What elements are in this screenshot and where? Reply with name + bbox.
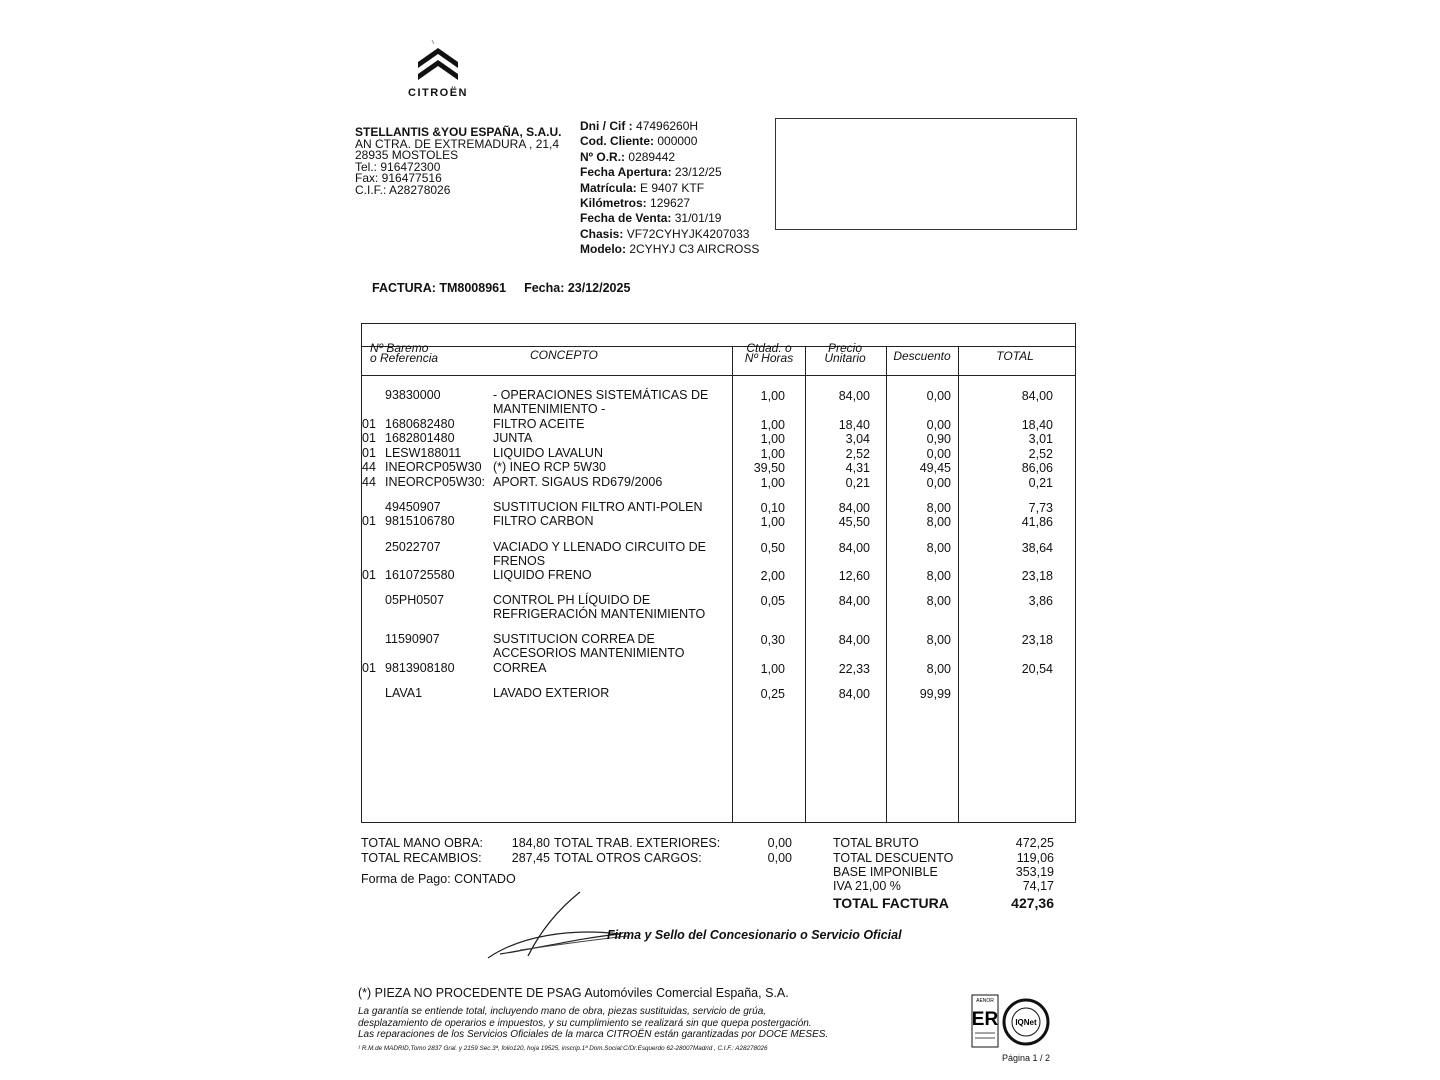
footer-registry: ¹ R.M.de MADRID,Tomo 2837 Gral. y 2159 Sec.3ª, folio120, hoja 19525, inscrip.1ª Dom.Social:C/Dr.Esquerdo 62-28007Madrid , C.I.F.: A28278026 [358,1045,768,1052]
row-price: 84,00 [838,541,870,555]
value-iva: 74,17 [1022,879,1054,893]
row-reference: 9815106780 [385,514,455,528]
vehicle-label: Modelo: [580,242,626,257]
row-qty: 1,00 [760,432,785,446]
row-total: 3,86 [1028,594,1053,608]
row-qty: 0,10 [760,501,785,515]
row-prefix: 44 [362,460,376,474]
vehicle-line [580,150,759,165]
row-discount: 8,00 [926,662,951,676]
row-discount: 8,00 [926,594,951,608]
row-concept: SUSTITUCION FILTRO ANTI-POLEN [493,500,703,514]
company-info [355,127,561,196]
row-reference: 1682801480 [385,431,455,445]
label-bruto: TOTAL BRUTO [833,836,919,850]
row-concept: CORREA [493,661,547,675]
row-price: 0,21 [845,476,870,490]
invoice-header [372,281,630,295]
row-price: 84,00 [838,389,870,403]
value-otros: 0,00 [767,851,792,865]
header-price: Precio Unitario [824,341,866,365]
footer-guarantee: La garantía se entiende total, incluyendo mano de obra, piezas sustituidas, servicio de grúa, desplazamiento de operarios e impuestos, y su cumplimiento se realizará sin que quepa postergación. Las reparaciones de los Servicios Oficiales de la marca CITROËN están garantizadas por DOCE MESES. [358,1006,829,1041]
row-reference: 25022707 [385,540,441,554]
row-qty: 39,50 [753,461,785,475]
row-concept-line2: REFRIGERACIÓN MANTENIMIENTO [493,607,706,621]
row-discount: 0,00 [926,447,951,461]
row-prefix: 01 [362,431,376,445]
row-qty: 1,00 [760,476,785,490]
row-qty: 1,00 [760,389,785,403]
row-qty: 1,00 [760,515,785,529]
row-reference: 1610725580 [385,568,455,582]
row-total: 84,00 [1021,389,1053,403]
vehicle-line [580,196,759,211]
header-discount: Descuento [893,349,951,363]
label-otros: TOTAL OTROS CARGOS: [554,851,702,865]
row-price: 84,00 [838,633,870,647]
row-prefix: 01 [362,661,376,675]
row-qty: 0,50 [760,541,785,555]
label-trab-ext: TOTAL TRAB. EXTERIORES: [554,836,721,850]
row-discount: 49,45 [919,461,951,475]
row-reference: INEORCP05W30: [385,475,486,489]
row-qty: 1,00 [760,662,785,676]
row-total: 23,18 [1021,569,1053,583]
header-total: TOTAL [996,349,1034,363]
vehicle-label: Chasis: [580,226,624,241]
label-base: BASE IMPONIBLE [833,865,938,879]
row-concept: SUSTITUCION CORREA DE [493,632,655,646]
row-discount: 0,00 [926,418,951,432]
row-total: 3,01 [1028,432,1053,446]
label-mano-obra: TOTAL MANO OBRA: [361,836,484,850]
vehicle-line [580,119,759,134]
row-concept: LAVADO EXTERIOR [493,686,610,700]
invoice-date: Fecha: 23/12/2025 [524,281,631,295]
row-reference: LESW188011 [385,446,462,460]
row-total: 41,86 [1021,515,1053,529]
row-reference: 9813908180 [385,661,455,675]
row-price: 84,00 [838,501,870,515]
row-qty: 1,00 [760,418,785,432]
vehicle-line [580,211,759,226]
row-concept: APORT. SIGAUS RD679/2006 [493,475,663,489]
row-concept: JUNTA [493,431,533,445]
row-qty: 0,30 [760,633,785,647]
vehicle-value: 47496260H [636,119,699,133]
col-divider-discount [886,346,887,822]
vehicle-label: Matrícula: [580,180,637,195]
vehicle-value: 000000 [657,134,698,149]
row-concept: - OPERACIONES SISTEMÁTICAS DE [493,388,709,402]
row-price: 12,60 [838,569,870,583]
row-qty: 1,00 [760,447,785,461]
label-recambios: TOTAL RECAMBIOS: [361,851,482,865]
value-trab-ext: 0,00 [767,836,792,850]
row-total: 86,06 [1021,461,1053,475]
page-number: Página 1 / 2 [1002,1053,1051,1063]
row-concept: (*) INEO RCP 5W30 [493,460,606,474]
vehicle-label: Fecha Apertura: [580,165,672,180]
aenor-iqnet-icon [970,993,1060,1051]
vehicle-label: Nº O.R.: [580,149,626,164]
vehicle-line [580,242,759,257]
row-qty: 2,00 [760,569,785,583]
table-header-rule [361,375,1076,376]
row-reference: INEORCP05W30 [385,460,482,474]
row-price: 45,50 [838,515,870,529]
vehicle-value: 0289442 [628,149,676,164]
row-discount: 99,99 [919,687,951,701]
vehicle-label: Dni / Cif : [580,119,633,133]
vehicle-value: E 9407 KTF [640,180,705,195]
row-qty: 0,05 [760,594,785,608]
row-discount: 8,00 [926,633,951,647]
invoice-number: FACTURA: TM8008961 [372,281,507,295]
vehicle-info [580,119,759,258]
row-concept: CONTROL PH LÍQUIDO DE [493,593,651,607]
header-concept: CONCEPTO [530,348,598,362]
label-descuento: TOTAL DESCUENTO [833,851,954,865]
value-descuento: 119,06 [1016,851,1054,865]
table-top-rule [361,346,1076,347]
row-total: 2,52 [1028,447,1053,461]
row-price: 3,04 [845,432,870,446]
row-total: 7,73 [1028,501,1053,515]
header-qty: Ctdad. o Nº Horas [744,341,794,365]
company-address-1: AN CTRA. DE EXTREMADURA , 21,4 [355,136,560,151]
vehicle-line [580,134,759,149]
row-concept: VACIADO Y LLENADO CIRCUITO DE [493,540,707,554]
vehicle-label: Kilómetros: [580,196,647,211]
row-reference: 05PH0507 [385,593,445,607]
vehicle-value: 2CYHYJ C3 AIRCROSS [629,242,760,257]
row-price: 4,31 [845,461,870,475]
vehicle-label: Cod. Cliente: [580,134,654,149]
row-price: 18,40 [838,418,870,432]
row-discount: 0,90 [926,432,951,446]
company-fax: Fax: 916477516 [355,171,442,185]
row-concept: LIQUIDO FRENO [493,568,592,582]
row-prefix: 44 [362,475,376,489]
company-name: STELLANTIS &YOU ESPAÑA, S.A.U. [355,125,562,139]
value-recambios: 287,45 [511,851,550,865]
row-price: 84,00 [838,594,870,608]
row-prefix: 01 [362,417,376,431]
address-box [775,118,1077,230]
row-concept-line2: FRENOS [493,554,546,568]
col-divider-qty [732,346,733,822]
value-base: 353,19 [1015,865,1054,879]
row-concept: LIQUIDO LAVALUN [493,446,603,460]
value-mano-obra: 184,80 [511,836,550,850]
citroen-chevrons-icon [413,38,463,80]
vehicle-value: 23/12/25 [674,165,722,180]
vehicle-line [580,227,759,242]
vehicle-label: Fecha de Venta: [580,211,672,226]
row-discount: 8,00 [926,569,951,583]
col-divider-total [958,346,959,822]
label-iva: IVA 21,00 % [833,879,901,893]
company-tel: Tel.: 916472300 [355,159,441,174]
row-reference: 93830000 [385,388,441,402]
col-divider-price [805,346,806,822]
row-discount: 0,00 [926,389,951,403]
citroen-logo [398,38,478,98]
row-concept: FILTRO ACEITE [493,417,585,431]
label-total-factura: TOTAL FACTURA [833,895,949,911]
row-concept-line2: ACCESORIOS MANTENIMIENTO [493,646,685,660]
company-address-2: 28935 MOSTOLES [355,148,459,162]
value-bruto: 472,25 [1015,836,1054,850]
row-price: 2,52 [845,447,870,461]
row-reference: 49450907 [385,500,441,514]
aenor-text: AENOR [976,998,994,1004]
row-total: 23,18 [1021,633,1053,647]
row-total: 20,54 [1021,662,1053,676]
row-prefix: 01 [362,568,376,582]
iqnet-text: IQNet [1015,1018,1037,1027]
header-ref: Nº Baremo o Referencia [370,341,439,365]
row-reference: 11590907 [385,632,440,646]
footer-note: (*) PIEZA NO PROCEDENTE DE PSAG Automóviles Comercial España, S.A. [358,986,789,1000]
row-concept-line2: MANTENIMIENTO - [493,402,606,416]
vehicle-value: 129627 [650,196,691,211]
vehicle-value: 31/01/19 [674,211,722,226]
row-prefix: 01 [362,446,376,460]
row-discount: 8,00 [926,501,951,515]
row-discount: 8,00 [926,515,951,529]
row-total: 18,40 [1021,418,1053,432]
company-cif: C.I.F.: A28278026 [355,182,451,197]
row-discount: 0,00 [926,476,951,490]
forma-pago: Forma de Pago: CONTADO [361,872,516,886]
certification-marks [970,993,1060,1056]
vehicle-line [580,165,759,180]
row-price: 84,00 [838,687,870,701]
brand-name: CITROËN [408,87,468,99]
value-total-factura: 427,36 [1011,895,1054,911]
vehicle-value: VF72CYHYJK4207033 [626,226,750,241]
row-concept: FILTRO CARBON [493,514,594,528]
row-reference: 1680682480 [385,417,455,431]
vehicle-line [580,181,759,196]
row-discount: 8,00 [926,541,951,555]
row-total: 0,21 [1028,476,1053,490]
row-qty: 0,25 [760,687,785,701]
row-total: 38,64 [1021,541,1053,555]
row-price: 22,33 [838,662,870,676]
row-prefix: 01 [362,514,376,528]
firma-sello-label: Firma y Sello del Concesionario o Servicio Oficial [607,928,902,942]
row-reference: LAVA1 [385,686,423,700]
er-text: ER [971,1009,999,1030]
